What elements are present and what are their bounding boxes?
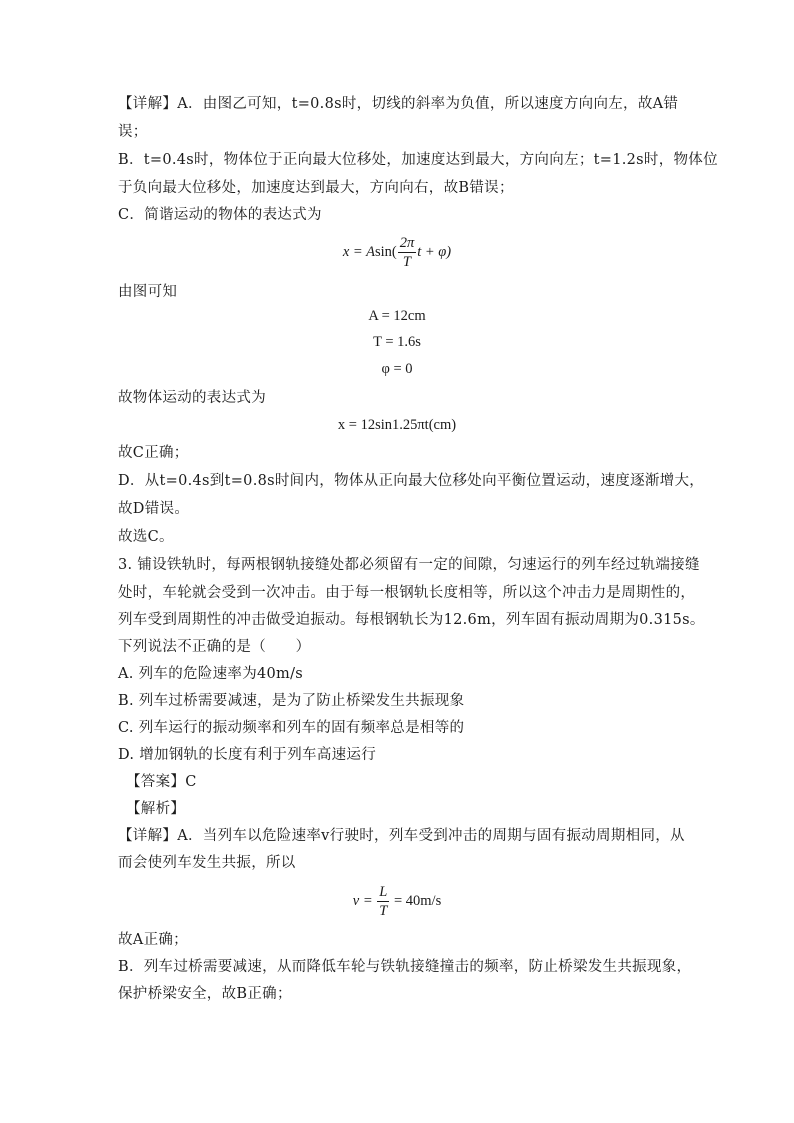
text-line: B．列车过桥需要减速，从而降低车轮与铁轨接缝撞击的频率，防止桥梁发生共振现象， — [118, 959, 692, 975]
option-b: B. 列车过桥需要减速，是为了防止桥梁发生共振现象 — [118, 693, 465, 709]
eq-part: t + φ) — [417, 243, 452, 260]
text-line: 于负向最大位移处，加速度达到最大，方向向右，故B错误； — [118, 180, 514, 196]
fraction-numerator: L — [379, 884, 388, 900]
text-line: B．t=0.4s时，物体位于正向最大位移处，加速度达到最大，方向向左；t=1.2s时，物体位 — [118, 152, 718, 168]
text-line: 误； — [118, 124, 148, 140]
fraction-numerator: 2π — [399, 235, 415, 251]
text-line: 故D错误。 — [118, 501, 190, 517]
text-line: 而会使列车发生共振，所以 — [118, 855, 296, 871]
analysis-label: 【解析】 — [126, 801, 186, 817]
text-line: 故A正确； — [118, 932, 188, 948]
fraction-denominator: T — [402, 254, 411, 270]
question-line: 处时，车轮就会受到一次冲击。由于每一根钢轨长度相等，所以这个冲击力是周期性的， — [118, 585, 696, 601]
text-line: D．从t=0.4s到t=0.8s时间内，物体从正向最大位移处向平衡位置运动，速度逐渐增大， — [118, 473, 705, 489]
question-line: 列车受到周期性的冲击做受迫振动。每根钢轨长为12.6m，列车固有振动周期为0.315s。 — [118, 612, 705, 628]
fraction — [398, 234, 417, 271]
text-line: 保护桥梁安全，故B正确； — [118, 986, 292, 1002]
equation-motion: x = 12sin1.25πt(cm) — [337, 417, 457, 433]
answer-label: 【答案】C — [126, 774, 197, 790]
equation-period: T = 1.6s — [373, 334, 421, 350]
text-line: 【详解】A．由图乙可知，t=0.8s时，切线的斜率为负值，所以速度方向向左，故A错 — [118, 96, 679, 112]
option-c: C. 列车运行的振动频率和列车的固有频率总是相等的 — [118, 720, 465, 736]
equation-velocity — [0, 883, 794, 920]
text-line: 【详解】A．当列车以危险速率v行驶时，列车受到冲击的周期与固有振动周期相同，从 — [118, 828, 685, 844]
text-line: 故选C。 — [118, 529, 174, 545]
equation-phase: φ = 0 — [381, 361, 413, 377]
option-d: D. 增加钢轨的长度有利于列车高速运行 — [118, 747, 377, 763]
question-line: 3. 铺设铁轨时，每两根钢轨接缝处都必须留有一定的间隙，匀速运行的列车经过轨端接缝 — [118, 557, 700, 573]
eq-part: v = — [352, 892, 373, 909]
eq-part: = 40m/s — [393, 892, 442, 909]
fraction — [377, 883, 389, 920]
text-line: 故物体运动的表达式为 — [118, 390, 266, 406]
text-line: 故C正确； — [118, 445, 189, 461]
text-line: C．简谐运动的物体的表达式为 — [118, 207, 322, 223]
eq-part: sin( — [374, 243, 397, 260]
question-line: 下列说法不正确的是（ ） — [118, 639, 311, 655]
equation-shm — [0, 234, 794, 271]
equation-amplitude: A = 12cm — [368, 308, 426, 324]
fraction-denominator: T — [379, 903, 388, 919]
text-line: 由图可知 — [118, 284, 178, 300]
option-a: A. 列车的危险速率为40m/s — [118, 666, 304, 682]
eq-part: x = A — [342, 243, 375, 260]
